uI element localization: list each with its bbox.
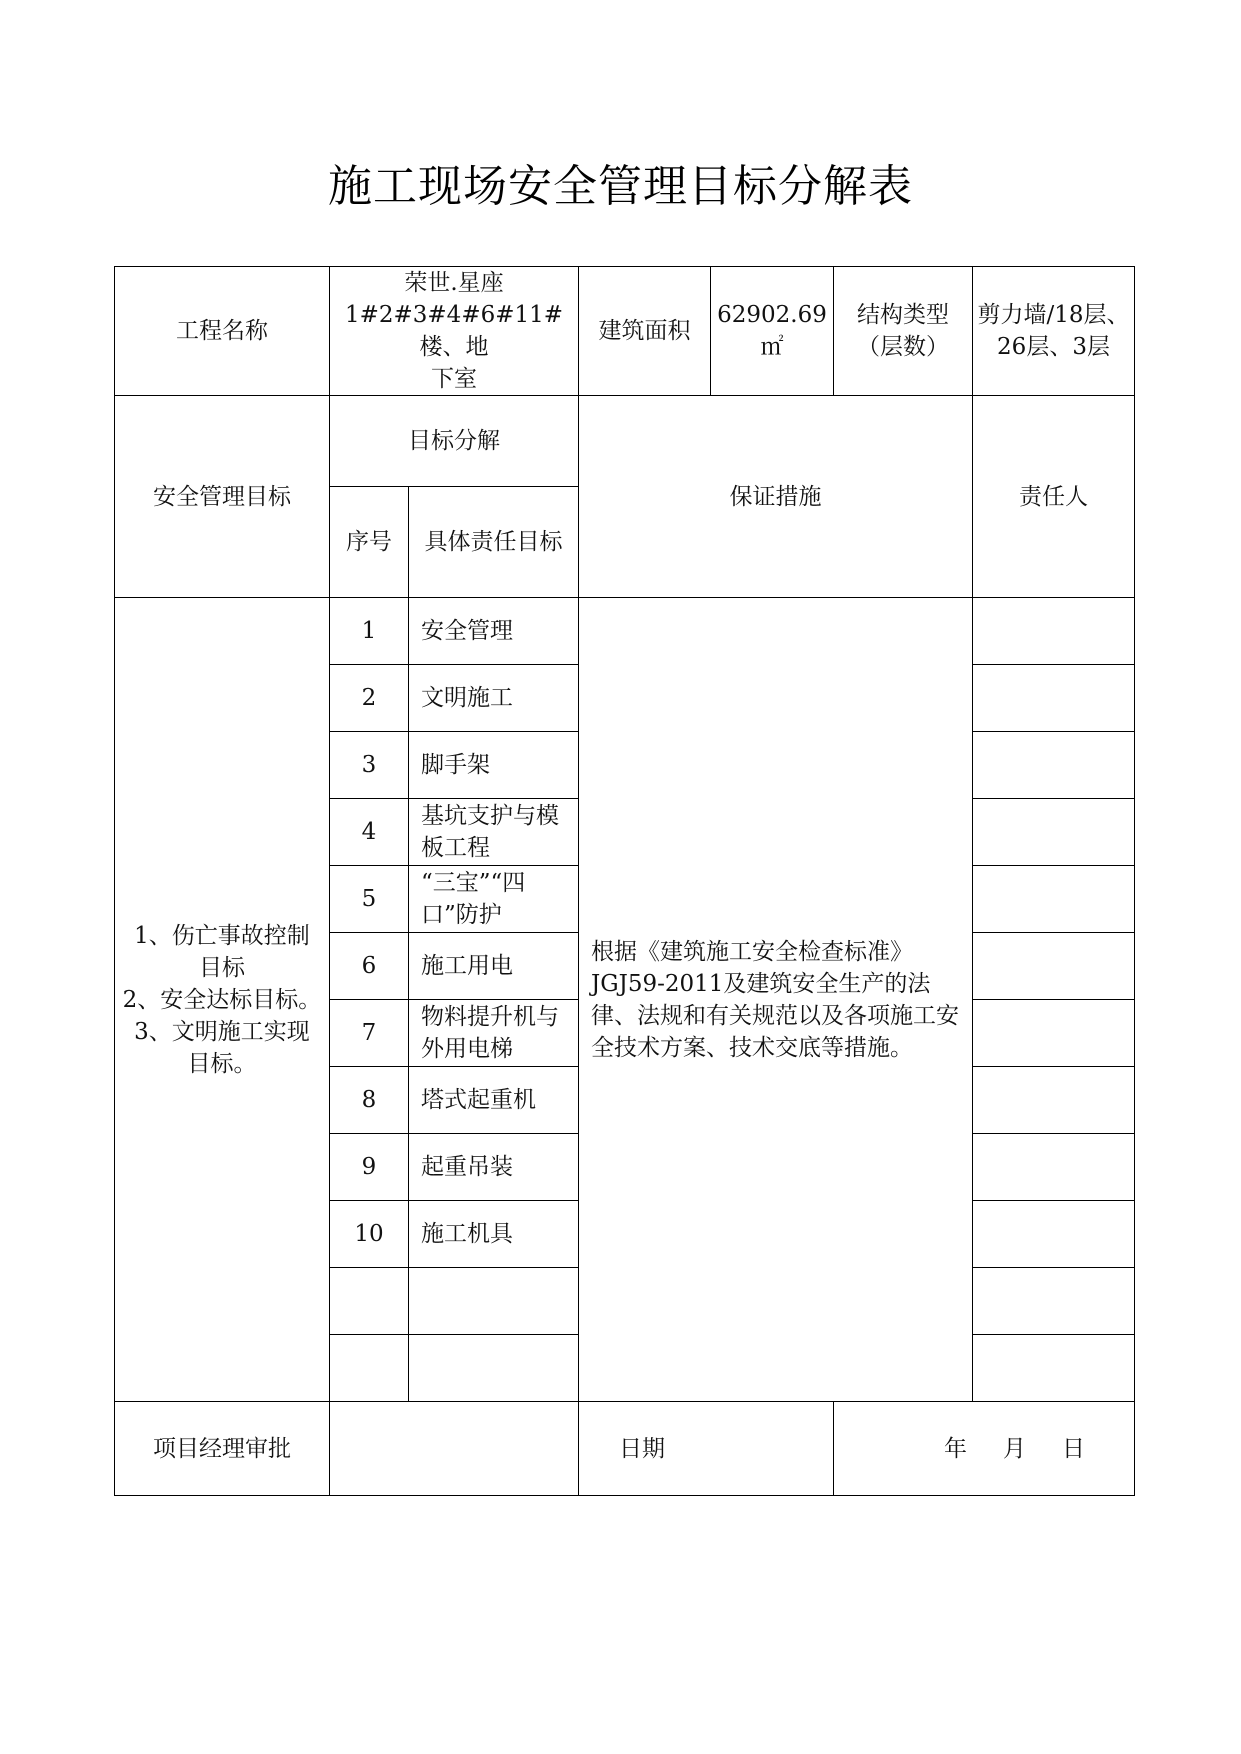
seq-header: 序号 (330, 487, 409, 598)
project-info-row (115, 267, 1135, 396)
target-cell: 物料提升机与外用电梯 (409, 1000, 579, 1067)
safety-goal-table (114, 266, 1135, 1496)
safety-goals-text: 1、伤亡事故控制 目标 2、安全达标目标。 3、文明施工实现 目标。 (115, 598, 330, 1402)
page-title: 施工现场安全管理目标分解表 (328, 161, 913, 212)
seq-cell: 9 (330, 1134, 409, 1201)
target-cell: “三宝”“四口”防护 (409, 866, 579, 933)
seq-cell: 10 (330, 1201, 409, 1268)
responsible-cell (973, 1335, 1135, 1402)
approval-row (115, 1402, 1135, 1496)
column-header-row (115, 396, 1135, 487)
target-cell: 安全管理 (409, 598, 579, 665)
seq-cell (330, 1268, 409, 1335)
responsible-header: 责任人 (973, 396, 1135, 598)
seq-cell: 8 (330, 1067, 409, 1134)
target-cell (409, 1335, 579, 1402)
target-cell: 塔式起重机 (409, 1067, 579, 1134)
specific-goal-header: 具体责任目标 (409, 487, 579, 598)
responsible-cell (973, 866, 1135, 933)
responsible-cell (973, 1067, 1135, 1134)
approval-label: 项目经理审批 (115, 1402, 330, 1496)
date-year: 年 (944, 1435, 969, 1462)
responsible-cell (973, 1000, 1135, 1067)
responsible-cell (973, 1201, 1135, 1268)
responsible-cell (973, 1134, 1135, 1201)
responsible-cell (973, 665, 1135, 732)
measures-header: 保证措施 (579, 396, 973, 598)
seq-cell: 5 (330, 866, 409, 933)
structure-type-value: 剪力墙/18层、 26层、3层 (973, 267, 1135, 396)
target-cell (409, 1268, 579, 1335)
approval-signature-cell (330, 1402, 579, 1496)
responsible-cell (973, 732, 1135, 799)
responsible-cell (973, 933, 1135, 1000)
structure-type-label: 结构类型 （层数） (834, 267, 973, 396)
date-label: 日期 (579, 1402, 834, 1496)
target-cell: 施工用电 (409, 933, 579, 1000)
date-day: 日 (1062, 1435, 1087, 1462)
project-name-value: 荣世.星座 1#2#3#4#6#11#楼、地 下室 (330, 267, 579, 396)
goal-breakdown-header: 目标分解 (330, 396, 579, 487)
target-cell: 施工机具 (409, 1201, 579, 1268)
target-cell: 基坑支护与模板工程 (409, 799, 579, 866)
seq-cell: 6 (330, 933, 409, 1000)
project-name-label: 工程名称 (115, 267, 330, 396)
target-cell: 脚手架 (409, 732, 579, 799)
date-value-cell (834, 1402, 1135, 1496)
target-cell: 文明施工 (409, 665, 579, 732)
responsible-cell (973, 598, 1135, 665)
building-area-value: 62902.69 ㎡ (711, 267, 834, 396)
seq-cell: 1 (330, 598, 409, 665)
safety-goal-header: 安全管理目标 (115, 396, 330, 598)
responsible-cell (973, 799, 1135, 866)
table-row (115, 598, 1135, 665)
seq-cell: 7 (330, 1000, 409, 1067)
measures-text: 根据《建筑施工安全检查标准》JGJ59-2011及建筑安全生产的法律、法规和有关规范以及各项施工安全技术方案、技术交底等措施。 (579, 598, 973, 1402)
seq-cell: 3 (330, 732, 409, 799)
date-month: 月 (1003, 1435, 1028, 1462)
building-area-label: 建筑面积 (579, 267, 711, 396)
seq-cell (330, 1335, 409, 1402)
responsible-cell (973, 1268, 1135, 1335)
target-cell: 起重吊装 (409, 1134, 579, 1201)
seq-cell: 2 (330, 665, 409, 732)
seq-cell: 4 (330, 799, 409, 866)
